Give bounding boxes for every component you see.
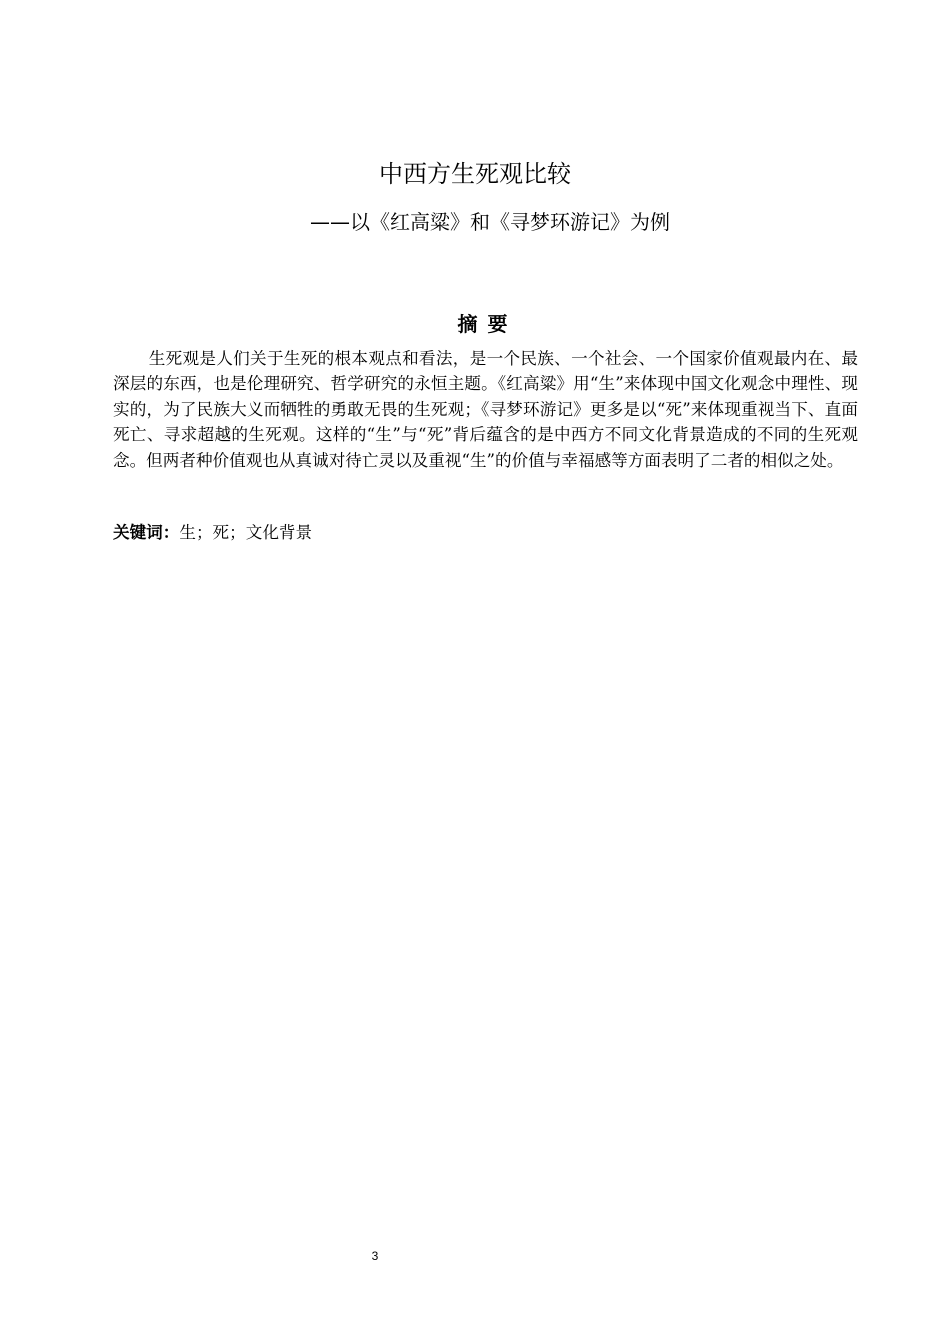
keywords-line <box>113 520 858 546</box>
abstract-paragraph: 生死观是人们关于生死的根本观点和看法，是一个民族、一个社会、一个国家价值观最内在、最深层的东西，也是伦理研究、哲学研究的永恒主题。《红高粱》用“生”来体现中国文化观念中理性、现实的，为了民族大义而牺牲的勇敢无畏的生死观；《寻梦环游记》更多是以“死”来体现重视当下、直面死亡、寻求超越的生死观。这样的“生”与“死”背后蕴含的是中西方不同文化背景造成的不同的生死观念。但两者种价值观也从真诚对待亡灵以及重视“生”的价值与幸福感等方面表明了二者的相似之处。 <box>113 349 858 470</box>
page-number: 3 <box>371 1249 379 1263</box>
document-title: 中西方生死观比较 <box>379 160 571 188</box>
abstract-heading: 摘要 <box>457 312 518 336</box>
keywords-label: 关键词： <box>113 523 180 542</box>
document-subtitle: ——以《红高粱》和《寻梦环游记》为例 <box>310 210 670 234</box>
keywords-value: 生；死；文化背景 <box>179 523 313 542</box>
